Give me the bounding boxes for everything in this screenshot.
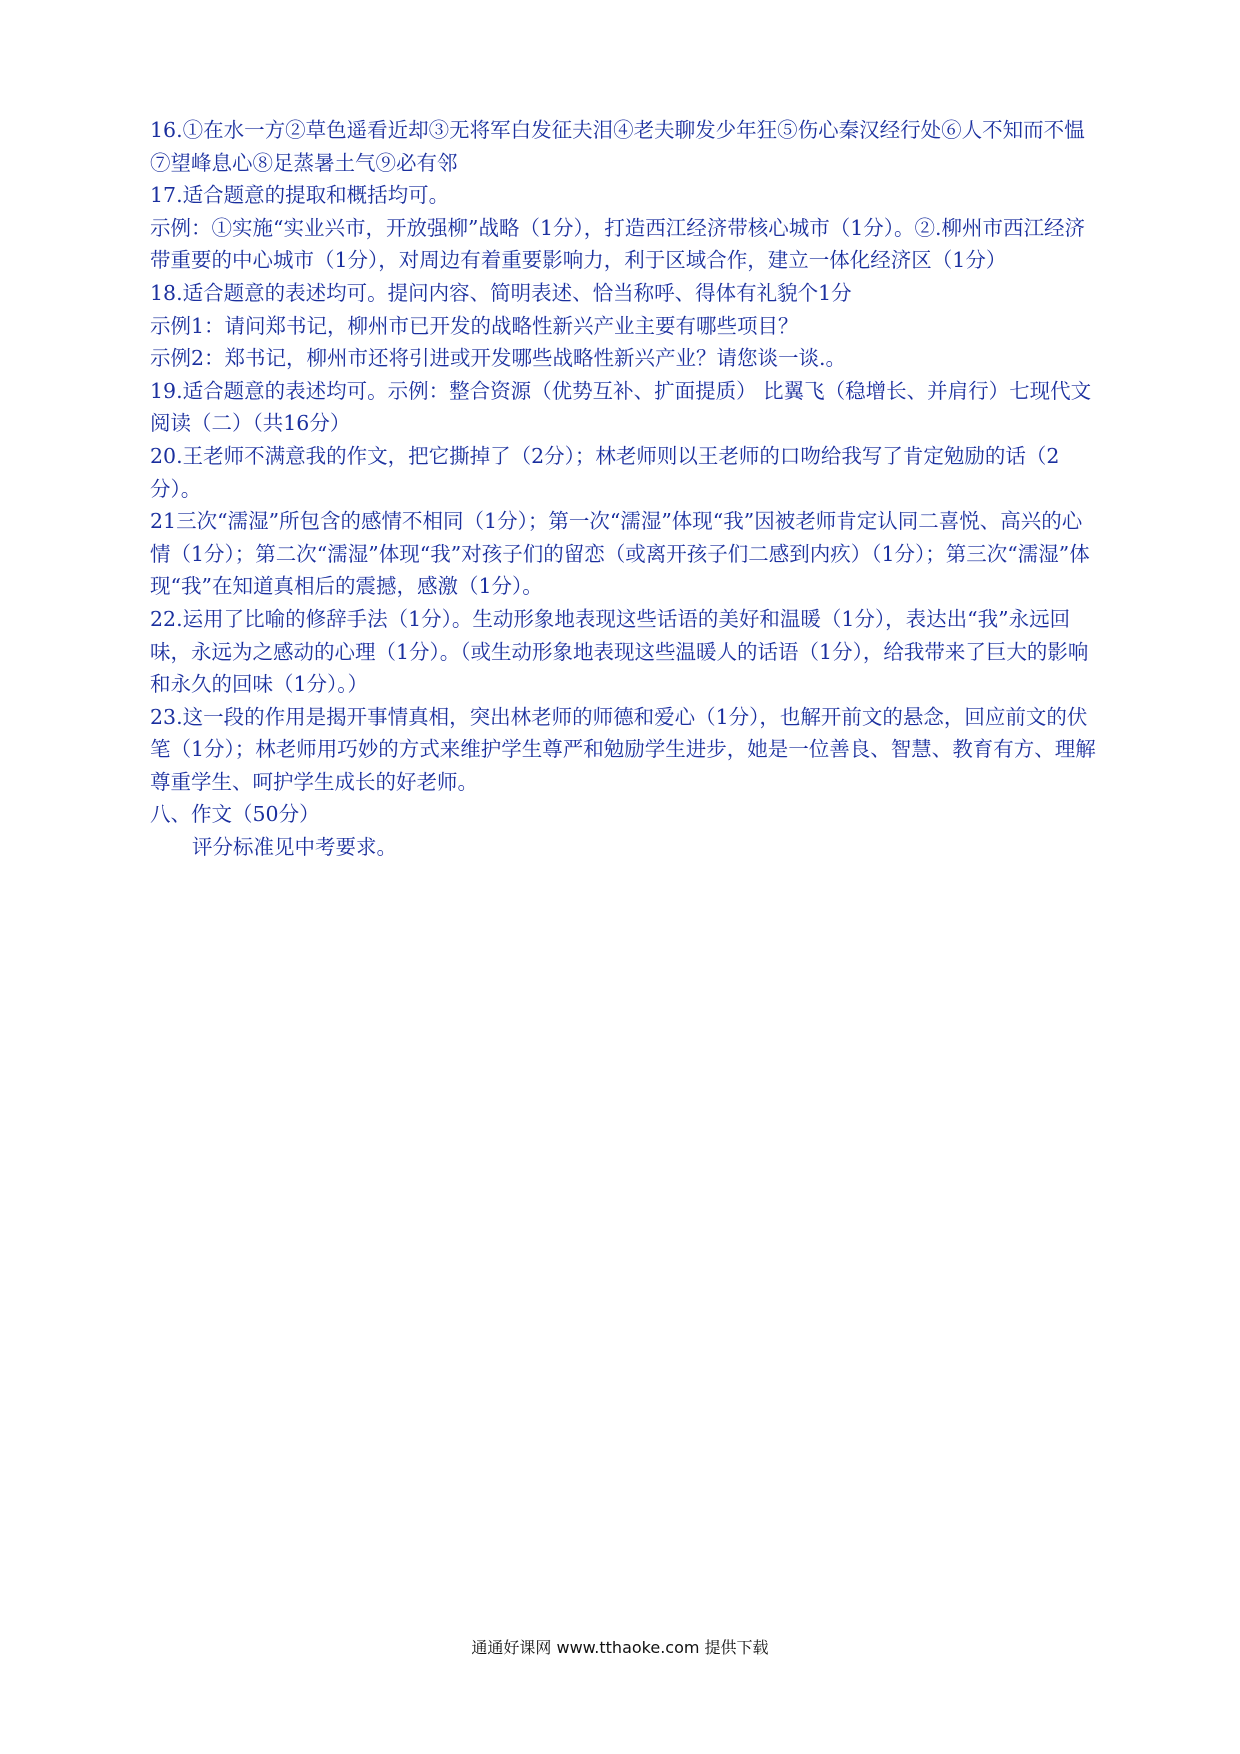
answer-19: 19.适合题意的表述均可。示例：整合资源（优势互补、扩面提质） 比翼飞（稳增长、并肩行）七现代文阅读（二）（共16分） <box>150 378 1092 436</box>
answer-content <box>150 114 1098 864</box>
answer-21: 21三次“濡湿”所包含的感情不相同（1分）；第一次“濡湿”体现“我”因被老师肯定认同二喜悦、高兴的心情（1分）；第二次“濡湿”体现“我”对孩子们的留恋（或离开孩子们二感到内疚）（1分）；第三次“濡湿”体现“我”在知道真相后的震撼，感激（1分）。 <box>150 509 1090 599</box>
answer-22: 22.运用了比喻的修辞手法（1分）。生动形象地表现这些话语的美好和温暖（1分），表达出“我”永远回味，永远为之感动的心理（1分）。（或生动形象地表现这些温暖人的话语（1分），给我带来了巨大的影响和永久的回味（1分）。） <box>150 606 1089 697</box>
answer-18-example-2: 示例2：郑书记，柳州市还将引进或开发哪些战略性新兴产业？请您谈一谈.。 <box>150 346 847 371</box>
answer-23: 23.这一段的作用是揭开事情真相，突出林老师的师德和爱心（1分），也解开前文的悬念，回应前文的伏笔（1分）；林老师用巧妙的方式来维护学生尊严和勉励学生进步，她是一位善良、智慧、教育有方、理解尊重学生、呵护学生成长的好老师。 <box>150 704 1096 794</box>
answer-17-example: 示例：①实施“实业兴市，开放强柳”战略（1分），打造西江经济带核心城市（1分）。②.柳州市西江经济带重要的中心城市（1分），对周边有着重要影响力，利于区域合作，建立一体化经济区（1分） <box>150 215 1086 273</box>
answer-17: 17.适合题意的提取和概括均可。 <box>150 183 450 208</box>
answer-20: 20.王老师不满意我的作文，把它撕掉了（2分）；林老师则以王老师的口吻给我写了肯定勉励的话（2分）。 <box>150 443 1060 501</box>
answer-18: 18.适合题意的表述均可。提问内容、简明表述、恰当称呼、得体有礼貌个1分 <box>150 280 852 305</box>
composition-scoring-note: 评分标准见中考要求。 <box>192 835 397 860</box>
page-footer: 通通好课网 www.tthaoke.com 提供下载 <box>471 1638 769 1657</box>
section-heading-composition: 八、作文（50分） <box>150 802 320 827</box>
answer-18-example-1: 示例1：请问郑书记，柳州市已开发的战略性新兴产业主要有哪些项目？ <box>150 313 799 338</box>
answer-16: 16.①在水一方②草色遥看近却③无将军白发征夫泪④老夫聊发少年狂⑤伤心秦汉经行处⑥人不知而不愠⑦望峰息心⑧足蒸暑土气⑨必有邻 <box>150 118 1085 175</box>
